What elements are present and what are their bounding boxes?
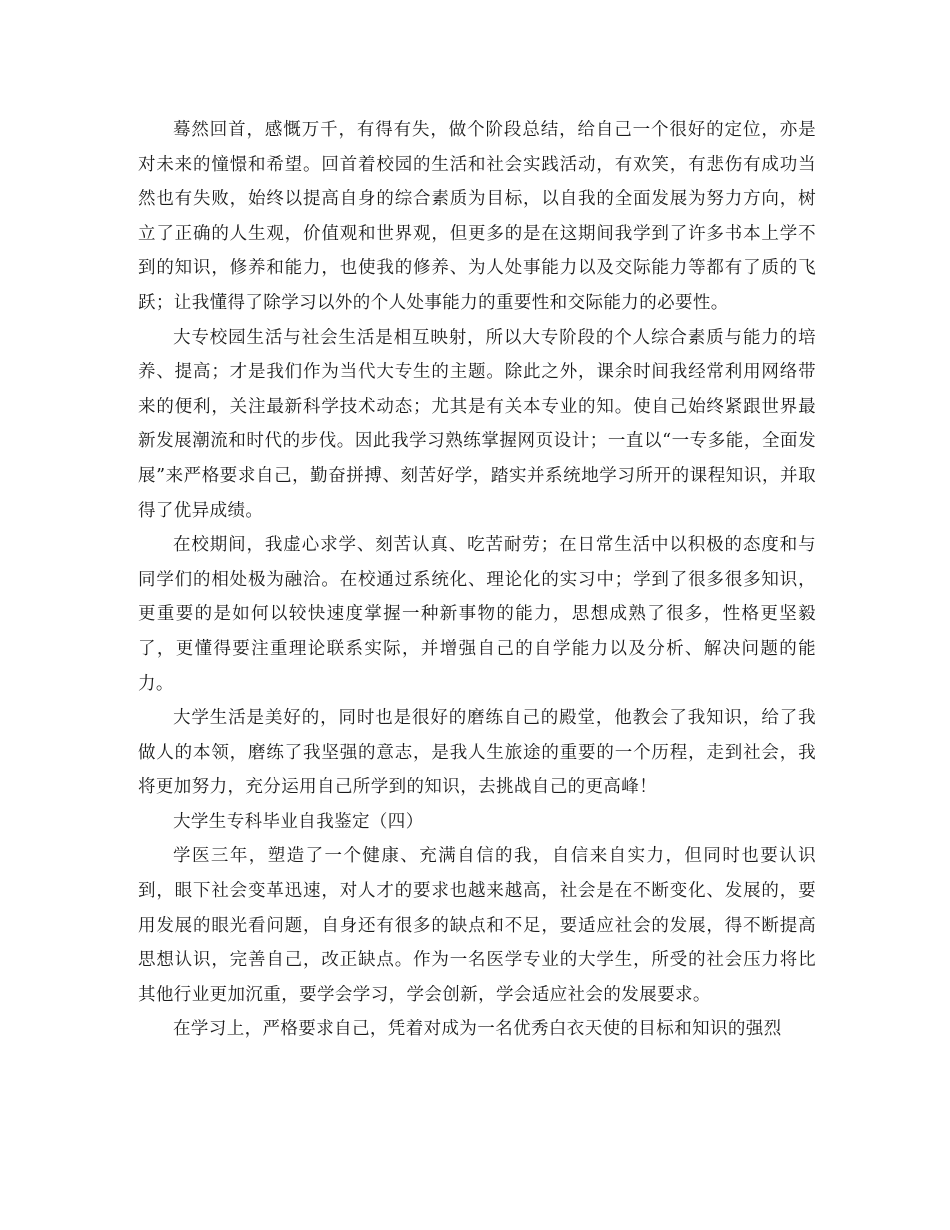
paragraph-study-attitude: 在学习上，严格要求自己，凭着对成为一名优秀白衣天使的目标和知识的强烈 [173,1019,782,1040]
paragraph-university-life: 大学生活是美好的，同时也是很好的磨练自己的殿堂，他教会了我知识，给了我做人的本领，磨练了我坚强的意志，是我人生旅途的重要的一个历程，走到社会，我将更加努力，充分运用自己所学到的知识，去挑战自己的更高峰！ [138,708,816,798]
paragraph-school-period: 在校期间，我虚心求学、刻苦认真、吃苦耐劳；在日常生活中以积极的态度和与同学们的相处极为融洽。在校通过系统化、理论化的实习中；学到了很多很多知识，更重要的是如何以较快速度掌握一种新事物的能力，思想成熟了很多，性格更坚毅了，更懂得要注重理论联系实际，并增强自己的自学能力以及分析、解决问题的能力。 [138,535,816,694]
section-heading: 大学生专科毕业自我鉴定（四） [173,811,424,832]
document-body [138,113,816,1047]
paragraph-campus-life: 大专校园生活与社会生活是相互映射，所以大专阶段的个人综合素质与能力的培养、提高；才是我们作为当代大专生的主题。除此之外，课余时间我经常利用网络带来的便利，关注最新科学技术动态；尤其是有关本专业的知。使自己始终紧跟世界最新发展潮流和时代的步伐。因此我学习熟练掌握网页设计；一直以“一专多能，全面发展”来严格要求自己，勤奋拼搏、刻苦好学，踏实并系统地学习所开的课程知识，并取得了优异成绩。 [138,327,816,521]
paragraph-medical-study: 学医三年，塑造了一个健康、充满自信的我，自信来自实力，但同时也要认识到，眼下社会变革迅速，对人才的要求也越来越高，社会是在不断变化、发展的，要用发展的眼光看问题，自身还有很多的缺点和不足，要适应社会的发展，得不断提高思想认识，完善自己，改正缺点。作为一名医学专业的大学生，所受的社会压力将比其他行业更加沉重，要学会学习，学会创新，学会适应社会的发展要求。 [138,846,816,1005]
paragraph-reflection: 蓦然回首，感慨万千，有得有失，做个阶段总结，给自己一个很好的定位，亦是对未来的憧憬和希望。回首着校园的生活和社会实践活动，有欢笑，有悲伤有成功当然也有失败，始终以提高自身的综合素质为目标，以自我的全面发展为努力方向，树立了正确的人生观，价值观和世界观，但更多的是在这期间我学到了许多书本上学不到的知识，修养和能力，也使我的修养、为人处事能力以及交际能力等都有了质的飞跃；让我懂得了除学习以外的个人处事能力的重要性和交际能力的必要性。 [138,120,816,313]
